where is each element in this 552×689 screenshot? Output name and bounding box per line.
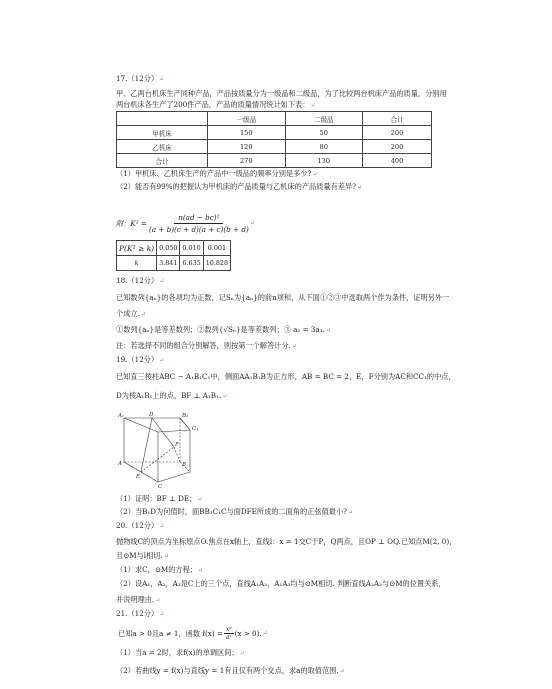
fraction-denominator: aˣ [225,634,232,641]
table-cell: 120 [208,140,286,154]
table-cell: 150 [208,126,286,140]
formula-denominator: (a + b)(c + d)(a + c)(b + d) [148,225,249,234]
q20-line-1: 抛物线C的顶点为坐标原点O.焦点在x轴上，直线l：x = 1交C于P，Q两点，且OP ⊥ OQ.已知点M(2, 0)， [116,537,457,546]
formula-fraction [149,213,249,234]
q18-line-1: 已知数列{aₙ}的各项均为正数，记Sₙ为{aₙ}的前n项和，从下面①②③中选取两个作为条件，证明另外一 [116,293,450,302]
figure-label: E [136,474,141,480]
q21-line-1: 已知a > 0且a ≠ 1，函数 f(x) = $\frac{\text{xᵃ}}{\text{aˣ}}$ (x > 0). ↵ [118,626,268,641]
table-cell: 50 [285,126,363,140]
q18-line-4: 注：若选择不同的组合分别解答，则按第一个解答计分.↵ [116,341,297,350]
table-cell: 10.828 [203,256,230,271]
table-row [117,154,432,168]
table-cell: P(K² ≥ k) [117,241,157,256]
critical-value-table [116,240,231,271]
q17-intro-line-2: 两台机床各生产了200件产品，产品的质量情况统计如下表：↵ [116,100,316,109]
q21-part-2: （2）若曲线y = f(x)与直线y = 1有且仅有两个交点，求a的取值范围.↵ [116,666,345,675]
table-row [117,140,432,154]
figure-label: C₁ [192,426,198,432]
figure-label: F [175,442,179,448]
q20-part-1: （1）求C，⊙M的方程；↵ [116,565,203,574]
table-cell: 400 [363,154,432,168]
table-cell: 0.001 [203,241,230,256]
table-header-row [117,112,432,126]
figure-label: A [118,461,122,467]
q18-line-2: 个成立.↵ [116,309,146,318]
chi-square-formula: 附：K² = $\frac{\text{n(ad − bc)²}}{(a + b)(c + d)(a + c)(b + d)}$ ↵ [116,213,255,234]
table-cell [117,112,208,126]
formula-prefix: 附：K² = [116,218,147,228]
q17-intro-line-1: 甲、乙两台机床生产同种产品，产品按质量分为一级品和二级品，为了比较两台机床产品的质量，分别用 [116,89,447,98]
q20-heading: 20.（12分）↵ [116,521,165,530]
q21-domain: (x > 0). [234,629,262,638]
q19-part-2: （2）当B₁D为何值时，面BB₁C₁C与面DFE所成的二面角的正弦值最小?↵ [116,507,354,516]
table-cell: 合计 [363,112,432,126]
q20-part-3: 并说明理由.↵ [116,595,161,604]
figure-label: C [158,484,163,488]
figure-label: B₁ [182,413,189,419]
table-row [117,126,432,140]
fraction-numerator: xᵃ [225,626,232,633]
q19-part-1: （1）证明：BF ⊥ DE；↵ [116,494,203,503]
q20-line-2: 且⊙M与l相切.↵ [116,551,169,560]
table-cell: 甲机床 [117,126,208,140]
q19-line-1: 已知直三棱柱ABC − A₁B₁C₁中，侧面AA₁B₁B为正方形，AB = BC = 2，E，F分别为AC和CC₁的中点， [116,372,456,381]
table-cell: 200 [363,140,432,154]
table-row [117,256,231,271]
formula-numerator: n(ad − bc)² [174,213,223,224]
function-fraction [224,626,234,641]
figure-label: D [149,412,154,418]
table-cell: 一级品 [208,112,286,126]
q17-data-table [116,111,432,168]
table-cell: 0.050 [157,241,180,256]
table-cell: 3.841 [157,256,180,271]
table-cell: 80 [285,140,363,154]
q18-line-3: ①数列{aₙ}是等差数列；②数列{√Sₙ}是等差数列；③ a₂ = 3a₁.↵ [116,325,331,334]
table-cell: 6.635 [180,256,203,271]
table-cell: k [117,256,157,271]
q20-part-2: （2）设A₁，A₂，A₃是C上的三个点，直线A₁A₂，A₁A₃均与⊙M相切. 判断直线A₂A₃与⊙M的位置关系， [116,579,446,588]
table-cell: 200 [363,126,432,140]
table-cell: 二级品 [285,112,363,126]
table-cell: 270 [208,154,286,168]
q17-heading: 17.（12分）↵ [116,74,165,83]
table-cell: 合计 [117,154,208,168]
q19-heading: 19.（12分）↵ [116,355,165,364]
table-row [117,241,231,256]
q18-heading: 18.（12分）↵ [116,276,165,285]
table-cell: 乙机床 [117,140,208,154]
prism-figure [118,410,198,488]
q19-line-2: D为棱A₁B₁上的点，BF ⊥ A₁B₁.↵ [116,391,228,400]
figure-label: A₁ [118,413,125,419]
q17-part-1: （1）甲机床、乙机床生产的产品中一级品的频率分别是多少?↵ [116,169,318,178]
q17-part-2: （2）能否有99%的把握认为甲机床的产品质量与乙机床的产品质量有差异?↵ [116,182,363,191]
q21-condition: 已知a > 0且a ≠ 1，函数 f(x) = [118,628,223,638]
q21-part-1: （1）当a = 2时，求f(x)的单调区间；↵ [116,648,245,657]
q21-heading: 21.（12分）↵ [116,609,165,618]
figure-label: B [182,462,187,468]
table-cell: 0.010 [180,241,203,256]
table-cell: 130 [285,154,363,168]
